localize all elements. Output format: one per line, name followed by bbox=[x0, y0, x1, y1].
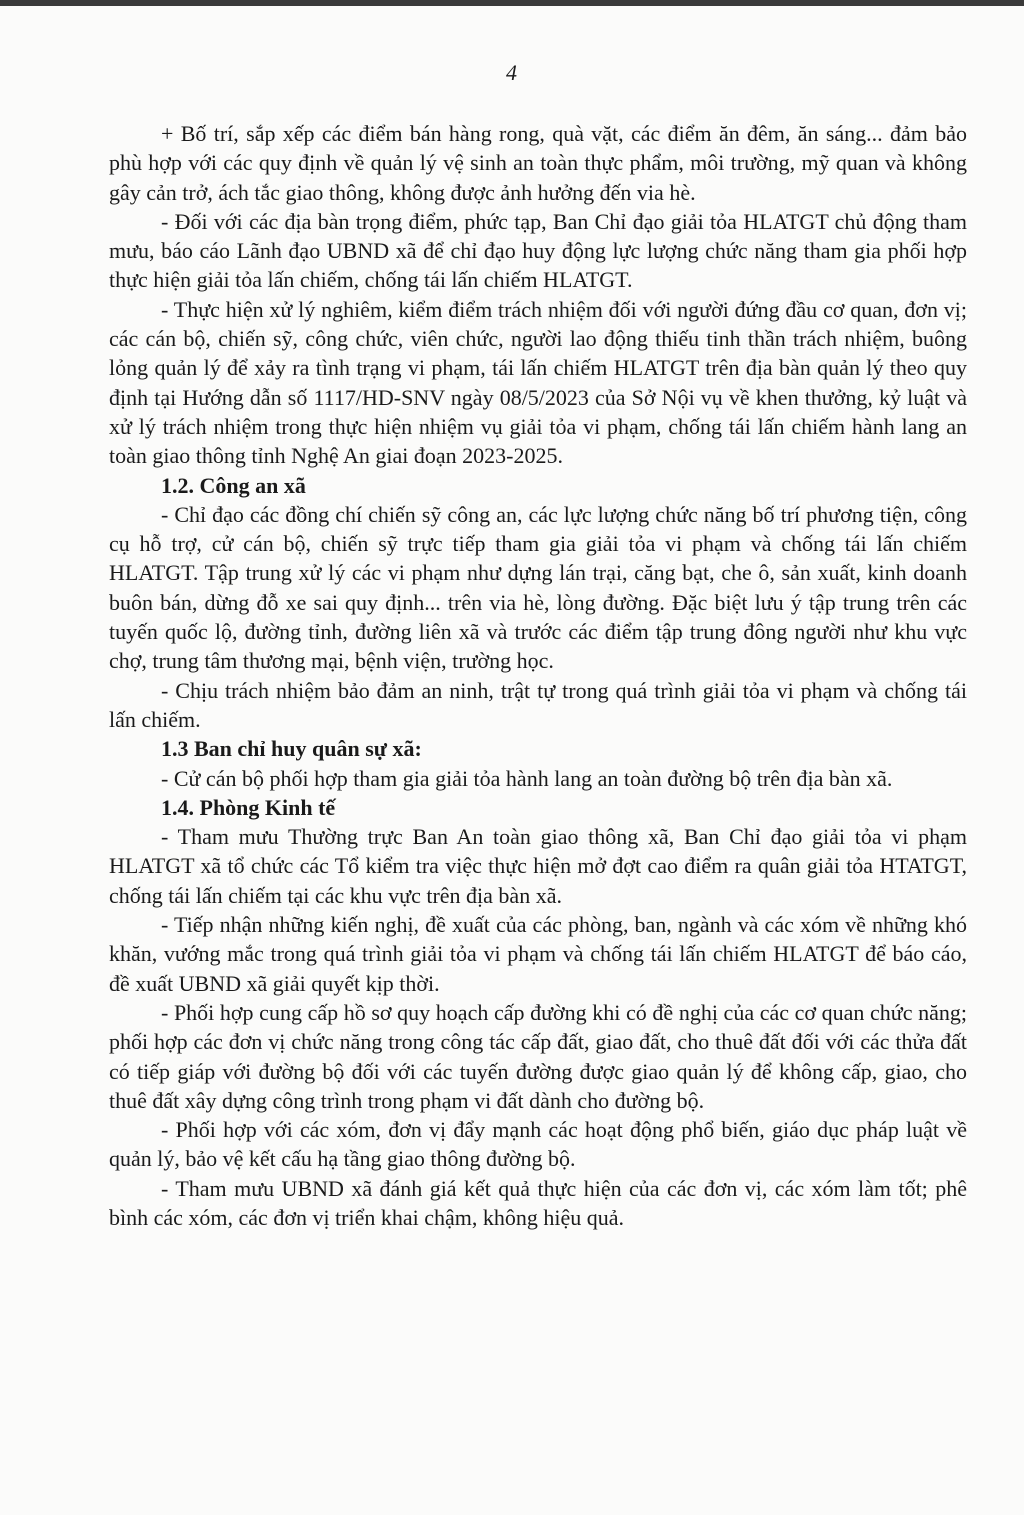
paragraph: - Cử cán bộ phối hợp tham gia giải tỏa hành lang an toàn đường bộ trên địa bàn xã. bbox=[161, 765, 893, 791]
section-heading-1-2: 1.2. Công an xã bbox=[161, 472, 306, 498]
top-border bbox=[0, 0, 1024, 6]
paragraph: - Thực hiện xử lý nghiêm, kiểm điểm trách nhiệm đối với người đứng đầu cơ quan, đơn vị; các cán bộ, chiến sỹ, công chức, viên chức, người lao động thiếu tinh thần trách nhiệm, buông lỏng quản lý để xảy ra tình trạng vi phạm, tái lấn chiếm HLATGT trên địa bàn quản lý theo quy định tại Hướng dẫn số 1117/HD-SNV ngày 08/5/2023 của Sở Nội vụ về khen thưởng, kỷ luật và xử lý trách nhiệm trong thực hiện nhiệm vụ giải tỏa vi phạm, chống tái lấn chiếm hành lang an toàn giao thông tỉnh Nghệ An giai đoạn 2023-2025. bbox=[109, 296, 967, 469]
document-body bbox=[109, 119, 967, 1232]
paragraph: + Bố trí, sắp xếp các điểm bán hàng rong, quà vặt, các điểm ăn đêm, ăn sáng... đảm bảo phù hợp với các quy định về quản lý vệ sinh an toàn thực phẩm, môi trường, mỹ quan và không gây cản trở, ách tắc giao thông, không được ảnh hưởng đến via hè. bbox=[109, 121, 967, 205]
paragraph: - Phối hợp cung cấp hồ sơ quy hoạch cấp đường khi có đề nghị của các cơ quan chức năng; phối hợp các đơn vị chức năng trong công tác cấp đất, giao đất, cho thuê đất đối với các thửa đất có tiếp giáp với đường bộ đối với các tuyến đường được giao quản lý để không cấp, giao, cho thuê đất xây dựng công trình trong phạm vi đất dành cho đường bộ. bbox=[109, 999, 967, 1113]
paragraph: - Phối hợp với các xóm, đơn vị đẩy mạnh các hoạt động phổ biến, giáo dục pháp luật về quản lý, bảo vệ kết cấu hạ tầng giao thông đường bộ. bbox=[109, 1117, 967, 1172]
paragraph: - Đối với các địa bàn trọng điểm, phức tạp, Ban Chỉ đạo giải tỏa HLATGT chủ động tham mưu, báo cáo Lãnh đạo UBND xã để chỉ đạo huy động lực lượng chức năng tham gia phối hợp thực hiện giải tỏa lấn chiếm, chống tái lấn chiếm HLATGT. bbox=[109, 208, 967, 293]
section-heading-1-4: 1.4. Phòng Kinh tế bbox=[161, 794, 336, 820]
paragraph: - Chịu trách nhiệm bảo đảm an ninh, trật tự trong quá trình giải tỏa vi phạm và chống tái lấn chiếm. bbox=[109, 677, 967, 732]
paragraph: - Tiếp nhận những kiến nghị, đề xuất của các phòng, ban, ngành và các xóm về những khó khăn, vướng mắc trong quá trình giải tỏa vi phạm và chống tái lấn chiếm HLATGT để báo cáo, đề xuất UBND xã giải quyết kịp thời. bbox=[109, 912, 967, 996]
section-heading-1-3: 1.3 Ban chỉ huy quân sự xã: bbox=[161, 736, 422, 762]
paragraph: - Tham mưu Thường trực Ban An toàn giao thông xã, Ban Chỉ đạo giải tỏa vi phạm HLATGT xã tổ chức các Tổ kiểm tra việc thực hiện mở đợt cao điểm ra quân giải tỏa HTATGT, chống tái lấn chiếm tại các khu vực trên địa bàn xã. bbox=[109, 824, 967, 908]
page-number: 4 bbox=[506, 60, 518, 85]
paragraph: - Chỉ đạo các đồng chí chiến sỹ công an, các lực lượng chức năng bố trí phương tiện, công cụ hỗ trợ, cử cán bộ, chiến sỹ trực tiếp tham gia giải tỏa vi phạm và chống tái lấn chiếm HLATGT. Tập trung xử lý các vi phạm như dựng lán trại, căng bạt, che ô, sản xuất, kinh doanh buôn bán, dừng đỗ xe sai quy định... trên via hè, lòng đường. Đặc biệt lưu ý tập trung trên các tuyến quốc lộ, đường tỉnh, đường liên xã và trước các điểm tập trung đông người như khu vực chợ, trung tâm thương mại, bệnh viện, trường học. bbox=[109, 501, 967, 674]
paragraph: - Tham mưu UBND xã đánh giá kết quả thực hiện của các đơn vị, các xóm làm tốt; phê bình các xóm, các đơn vị triển khai chậm, không hiệu quả. bbox=[109, 1175, 967, 1230]
